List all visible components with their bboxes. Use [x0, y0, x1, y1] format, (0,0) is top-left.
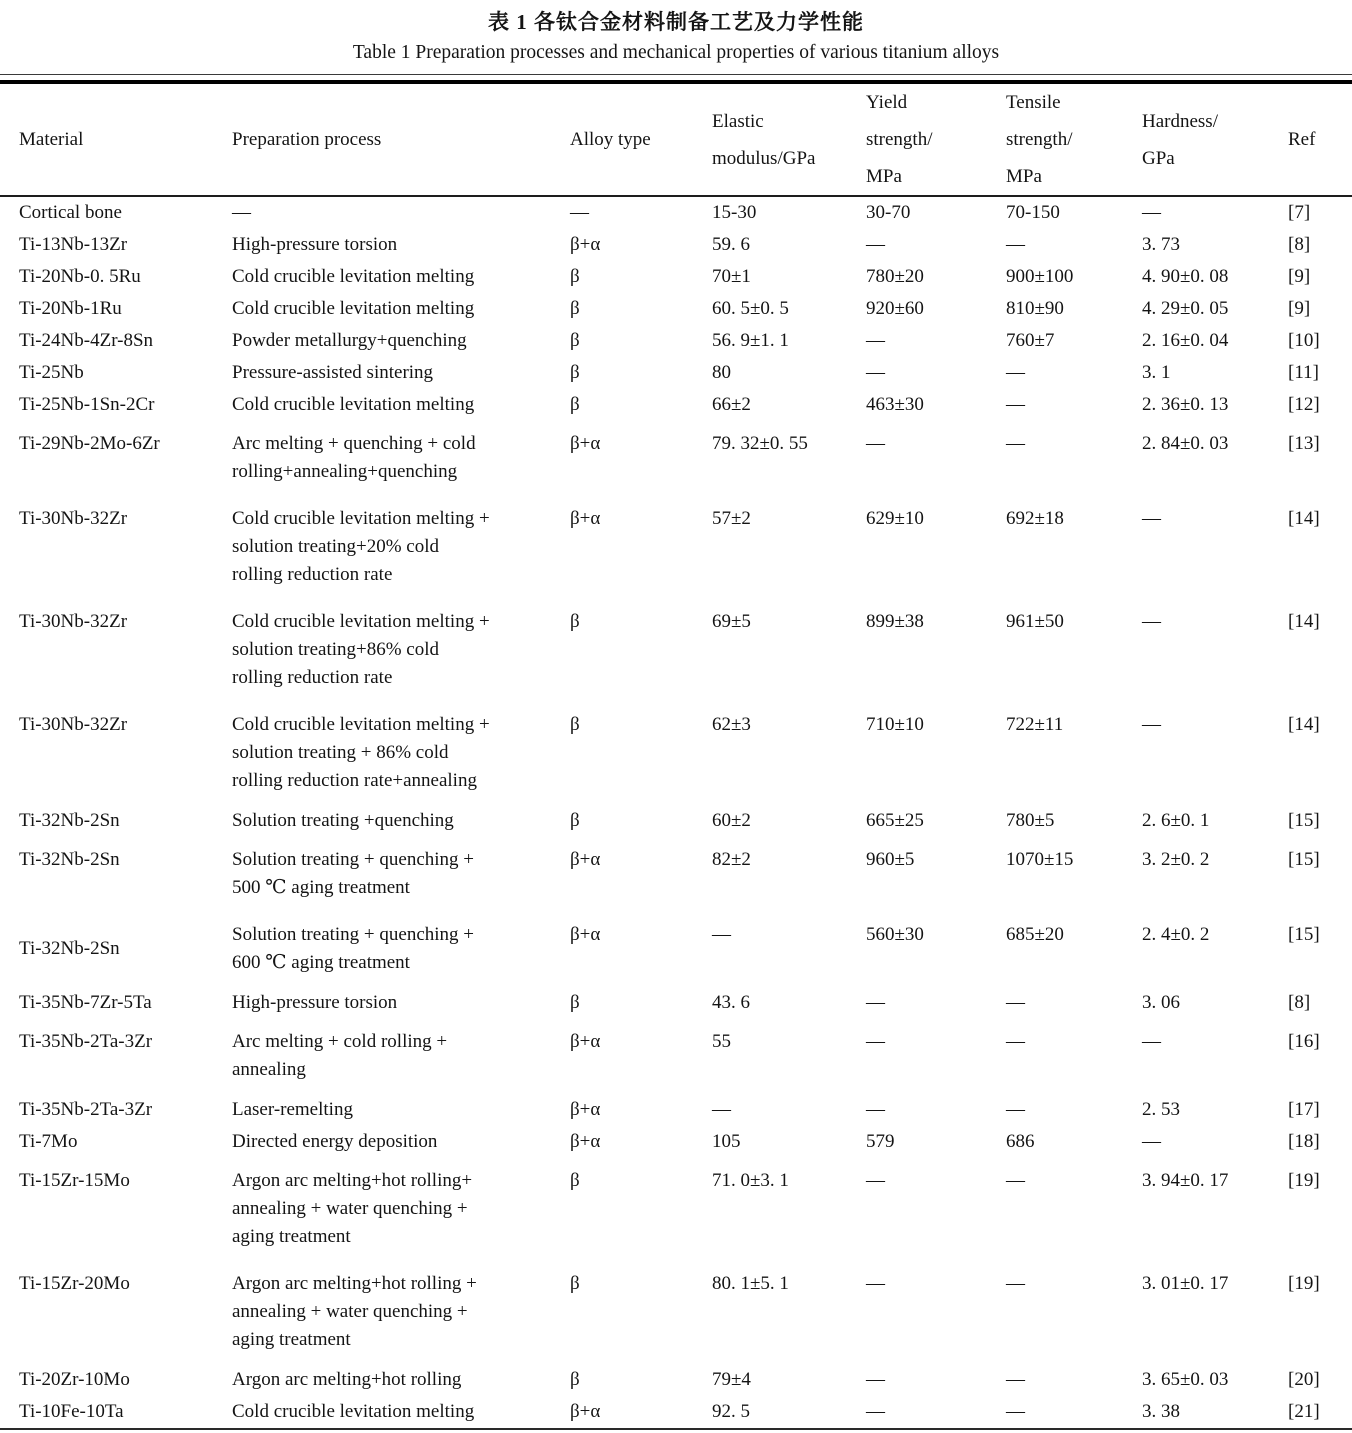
cell-hardness: —	[1142, 1131, 1161, 1152]
cell-ref: [12]	[1288, 394, 1320, 415]
cell-material: Ti-30Nb-32Zr	[19, 714, 128, 735]
cell-process	[232, 987, 570, 1019]
process-line: High-pressure torsion	[232, 234, 398, 255]
cell-material: Ti-25Nb-1Sn-2Cr	[19, 394, 155, 415]
process-line: rolling reduction rate	[232, 667, 393, 688]
cell-yield-strength: —	[866, 1170, 885, 1191]
cell-yield-strength: 560±30	[866, 924, 924, 945]
cell-material: Ti-10Fe-10Ta	[19, 1401, 124, 1422]
cell-alloy-type: β+α	[570, 849, 601, 870]
cell-process	[232, 1158, 570, 1261]
table-row	[0, 293, 1352, 325]
cell-process	[232, 1094, 570, 1126]
cell-alloy-type: β	[570, 266, 580, 287]
cell-material: Ti-24Nb-4Zr-8Sn	[19, 330, 154, 351]
cell-alloy-type: β+α	[570, 1131, 601, 1152]
header-line: Yield	[866, 92, 908, 113]
cell-tensile-strength: 685±20	[1006, 924, 1064, 945]
cell-material: Ti-20Nb-1Ru	[19, 298, 122, 319]
cell-elastic-modulus: 66±2	[712, 394, 751, 415]
cell-elastic-modulus: 71. 0±3. 1	[712, 1170, 789, 1191]
header-line: Tensile	[1006, 92, 1061, 113]
cell-ref: [15]	[1288, 849, 1320, 870]
cell-elastic-modulus: 60±2	[712, 810, 751, 831]
cell-process	[232, 599, 570, 702]
cell-yield-strength: —	[866, 330, 885, 351]
cell-alloy-type: β	[570, 330, 580, 351]
cell-alloy-type: β	[570, 611, 580, 632]
process-line: Argon arc melting+hot rolling +	[232, 1273, 477, 1294]
process-line: annealing	[232, 1059, 306, 1080]
process-line: 500 ℃ aging treatment	[232, 877, 410, 898]
cell-hardness: —	[1142, 508, 1161, 529]
cell-tensile-strength: 686	[1006, 1131, 1035, 1152]
cell-yield-strength: —	[866, 362, 885, 383]
cell-elastic-modulus: 57±2	[712, 508, 751, 529]
cell-material: Ti-35Nb-2Ta-3Zr	[19, 1099, 153, 1120]
cell-hardness: 3. 94±0. 17	[1142, 1170, 1229, 1191]
cell-material: Ti-35Nb-2Ta-3Zr	[19, 1031, 153, 1052]
table-caption-zh: 表 1 各钛合金材料制备工艺及力学性能	[488, 10, 864, 34]
cell-ref: [13]	[1288, 433, 1320, 454]
cell-material: Ti-30Nb-32Zr	[19, 508, 128, 529]
cell-elastic-modulus: 15-30	[712, 202, 757, 223]
table-row	[0, 389, 1352, 421]
cell-tensile-strength: —	[1006, 1273, 1025, 1294]
cell-elastic-modulus: 56. 9±1. 1	[712, 330, 789, 351]
cell-hardness: 3. 1	[1142, 362, 1171, 383]
cell-tensile-strength: 70-150	[1006, 202, 1060, 223]
cell-process	[232, 1019, 570, 1094]
cell-material: Cortical bone	[19, 202, 122, 223]
table-row	[0, 1396, 1352, 1428]
cell-material: Ti-25Nb	[19, 362, 84, 383]
cell-hardness: 3. 38	[1142, 1401, 1180, 1422]
cell-elastic-modulus: 80. 1±5. 1	[712, 1273, 789, 1294]
cell-ref: [15]	[1288, 924, 1320, 945]
cell-alloy-type: β	[570, 810, 580, 831]
table-row	[0, 1126, 1352, 1158]
cell-hardness: 4. 90±0. 08	[1142, 266, 1229, 287]
cell-yield-strength: 30-70	[866, 202, 911, 223]
process-line: Pressure-assisted sintering	[232, 362, 434, 383]
cell-yield-strength: —	[866, 1369, 885, 1390]
table-row	[0, 421, 1352, 496]
cell-ref: [14]	[1288, 611, 1320, 632]
cell-elastic-modulus: 79±4	[712, 1369, 751, 1390]
cell-yield-strength: —	[866, 1099, 885, 1120]
cell-tensile-strength: —	[1006, 394, 1025, 415]
cell-ref: [9]	[1288, 298, 1311, 319]
cell-yield-strength: —	[866, 992, 885, 1013]
process-line: Cold crucible levitation melting	[232, 266, 475, 287]
cell-elastic-modulus: —	[712, 924, 731, 945]
process-line: Cold crucible levitation melting	[232, 394, 475, 415]
cell-yield-strength: —	[866, 1031, 885, 1052]
process-line: Solution treating +quenching	[232, 810, 454, 831]
cell-material: Ti-35Nb-7Zr-5Ta	[19, 992, 152, 1013]
header-cell-tensile-strength	[1006, 84, 1142, 196]
process-line: solution treating+20% cold	[232, 536, 440, 557]
cell-tensile-strength: 1070±15	[1006, 849, 1074, 870]
process-line: solution treating+86% cold	[232, 639, 440, 660]
process-line: Cold crucible levitation melting +	[232, 714, 490, 735]
header-line: MPa	[866, 166, 902, 187]
table-row	[0, 1158, 1352, 1261]
cell-material: Ti-29Nb-2Mo-6Zr	[19, 433, 160, 454]
process-line: Laser-remelting	[232, 1099, 353, 1120]
table-row	[0, 987, 1352, 1019]
cell-hardness: —	[1142, 714, 1161, 735]
cell-hardness: 2. 53	[1142, 1099, 1180, 1120]
process-line: aging treatment	[232, 1226, 351, 1247]
process-line: Arc melting + cold rolling +	[232, 1031, 448, 1052]
table-header	[0, 84, 1352, 196]
process-line: Cold crucible levitation melting	[232, 1401, 475, 1422]
cell-alloy-type: β+α	[570, 508, 601, 529]
cell-alloy-type: β	[570, 714, 580, 735]
process-line: Solution treating + quenching +	[232, 849, 475, 870]
process-line: solution treating + 86% cold	[232, 742, 449, 763]
cell-tensile-strength: —	[1006, 1031, 1025, 1052]
cell-alloy-type: β	[570, 362, 580, 383]
process-line: Cold crucible levitation melting +	[232, 508, 490, 529]
cell-process	[232, 1396, 570, 1428]
cell-hardness: 3. 2±0. 2	[1142, 849, 1210, 870]
cell-yield-strength: 629±10	[866, 508, 924, 529]
cell-hardness: —	[1142, 202, 1161, 223]
header-cell-yield-strength	[866, 84, 1006, 196]
cell-elastic-modulus: 69±5	[712, 611, 751, 632]
cell-ref: [18]	[1288, 1131, 1320, 1152]
cell-yield-strength: 920±60	[866, 298, 924, 319]
cell-hardness: 3. 73	[1142, 234, 1180, 255]
process-line: High-pressure torsion	[232, 992, 398, 1013]
cell-alloy-type: β	[570, 992, 580, 1013]
cell-process	[232, 421, 570, 496]
cell-yield-strength: 960±5	[866, 849, 915, 870]
cell-tensile-strength: —	[1006, 1369, 1025, 1390]
cell-tensile-strength: —	[1006, 433, 1025, 454]
cell-tensile-strength: —	[1006, 1170, 1025, 1191]
cell-material: Ti-30Nb-32Zr	[19, 611, 128, 632]
cell-tensile-strength: 810±90	[1006, 298, 1064, 319]
table-row	[0, 1261, 1352, 1364]
alloys-table	[0, 84, 1352, 1428]
cell-yield-strength: 665±25	[866, 810, 924, 831]
cell-hardness: 3. 06	[1142, 992, 1180, 1013]
cell-elastic-modulus: 43. 6	[712, 992, 750, 1013]
table-row	[0, 805, 1352, 837]
table-row	[0, 196, 1352, 229]
cell-process	[232, 357, 570, 389]
cell-material: Ti-32Nb-2Sn	[19, 938, 120, 959]
cell-process	[232, 702, 570, 805]
cell-ref: [9]	[1288, 266, 1311, 287]
cell-elastic-modulus: 62±3	[712, 714, 751, 735]
process-line: Powder metallurgy+quenching	[232, 330, 467, 351]
cell-hardness: 4. 29±0. 05	[1142, 298, 1229, 319]
header-cell-ref	[1288, 84, 1352, 196]
cell-hardness: 3. 01±0. 17	[1142, 1273, 1229, 1294]
cell-process	[232, 325, 570, 357]
cell-ref: [19]	[1288, 1170, 1320, 1191]
cell-alloy-type: β	[570, 298, 580, 319]
table-row	[0, 1019, 1352, 1094]
header-line: GPa	[1142, 147, 1175, 169]
cell-tensile-strength: 692±18	[1006, 508, 1064, 529]
process-line: Arc melting + quenching + cold	[232, 433, 476, 454]
cell-process	[232, 261, 570, 293]
process-line: annealing + water quenching +	[232, 1301, 468, 1322]
cell-alloy-type: β+α	[570, 234, 601, 255]
cell-yield-strength: 710±10	[866, 714, 924, 735]
cell-yield-strength: —	[866, 433, 885, 454]
header-line: Alloy type	[570, 129, 651, 150]
header-line: strength/	[1006, 129, 1073, 150]
cell-alloy-type: β+α	[570, 433, 601, 454]
cell-elastic-modulus: 59. 6	[712, 234, 750, 255]
header-line: Preparation process	[232, 129, 382, 150]
header-line: modulus/GPa	[712, 147, 816, 169]
cell-hardness: 3. 65±0. 03	[1142, 1369, 1229, 1390]
cell-material: Ti-15Zr-15Mo	[19, 1170, 130, 1191]
cell-elastic-modulus: 105	[712, 1131, 741, 1152]
cell-yield-strength: —	[866, 1273, 885, 1294]
header-cell-hardness	[1142, 84, 1288, 196]
cell-process	[232, 1364, 570, 1396]
cell-material: Ti-32Nb-2Sn	[19, 849, 120, 870]
cell-yield-strength: —	[866, 234, 885, 255]
table-row	[0, 325, 1352, 357]
table-row	[0, 702, 1352, 805]
table-row	[0, 229, 1352, 261]
cell-elastic-modulus: 79. 32±0. 55	[712, 433, 808, 454]
cell-process	[232, 837, 570, 912]
header-cell-elastic-modulus	[712, 84, 866, 196]
table-row	[0, 357, 1352, 389]
cell-yield-strength: 579	[866, 1131, 895, 1152]
table-row	[0, 912, 1352, 987]
process-line: annealing + water quenching +	[232, 1198, 468, 1219]
cell-ref: [8]	[1288, 234, 1311, 255]
header-cell-material	[0, 84, 232, 196]
cell-alloy-type: β+α	[570, 1401, 601, 1422]
table-row	[0, 496, 1352, 599]
cell-alloy-type: β	[570, 1170, 580, 1191]
cell-alloy-type: β+α	[570, 1031, 601, 1052]
cell-process	[232, 1126, 570, 1158]
cell-hardness: —	[1142, 611, 1161, 632]
cell-process	[232, 293, 570, 325]
cell-alloy-type: β	[570, 394, 580, 415]
table-row	[0, 1364, 1352, 1396]
cell-alloy-type: β+α	[570, 924, 601, 945]
cell-ref: [10]	[1288, 330, 1320, 351]
table-caption-en: Table 1 Preparation processes and mechanical properties of various titanium alloys	[352, 42, 1000, 63]
table-row	[0, 1094, 1352, 1126]
cell-tensile-strength: 722±11	[1006, 714, 1064, 735]
header-line: Material	[19, 129, 84, 150]
cell-ref: [14]	[1288, 508, 1320, 529]
cell-ref: [21]	[1288, 1401, 1320, 1422]
cell-ref: [8]	[1288, 992, 1311, 1013]
cell-elastic-modulus: 92. 5	[712, 1401, 750, 1422]
process-line: aging treatment	[232, 1329, 351, 1350]
cell-elastic-modulus: 60. 5±0. 5	[712, 298, 789, 319]
header-line: Hardness/	[1142, 110, 1218, 132]
cell-hardness: 2. 16±0. 04	[1142, 330, 1229, 351]
cell-elastic-modulus: 70±1	[712, 266, 751, 287]
process-line: Argon arc melting+hot rolling	[232, 1369, 462, 1390]
cell-material: Ti-20Nb-0. 5Ru	[19, 266, 141, 287]
header-line: MPa	[1006, 166, 1042, 187]
cell-process	[232, 229, 570, 261]
cell-material: Ti-20Zr-10Mo	[19, 1369, 130, 1390]
header-cell-preparation-process	[232, 84, 570, 196]
cell-yield-strength: 780±20	[866, 266, 924, 287]
header-line: Elastic	[712, 110, 764, 132]
cell-tensile-strength: —	[1006, 1099, 1025, 1120]
cell-tensile-strength: —	[1006, 1401, 1025, 1422]
process-line: rolling reduction rate+annealing	[232, 770, 477, 791]
cell-yield-strength: —	[866, 1401, 885, 1422]
process-line: —	[232, 202, 251, 223]
cell-hardness: 2. 36±0. 13	[1142, 394, 1229, 415]
cell-material: Ti-32Nb-2Sn	[19, 810, 120, 831]
cell-ref: [19]	[1288, 1273, 1320, 1294]
cell-yield-strength: 899±38	[866, 611, 924, 632]
cell-ref: [16]	[1288, 1031, 1320, 1052]
cell-tensile-strength: —	[1006, 992, 1025, 1013]
cell-material: Ti-13Nb-13Zr	[19, 234, 128, 255]
cell-hardness: 2. 84±0. 03	[1142, 433, 1229, 454]
process-line: Cold crucible levitation melting	[232, 298, 475, 319]
table-row	[0, 837, 1352, 912]
process-line: Argon arc melting+hot rolling+	[232, 1170, 473, 1191]
cell-tensile-strength: 900±100	[1006, 266, 1074, 287]
cell-alloy-type: β	[570, 1369, 580, 1390]
cell-process	[232, 912, 570, 987]
cell-hardness: 2. 4±0. 2	[1142, 924, 1210, 945]
cell-process	[232, 496, 570, 599]
cell-ref: [15]	[1288, 810, 1320, 831]
table-row	[0, 599, 1352, 702]
process-line: rolling reduction rate	[232, 564, 393, 585]
cell-tensile-strength: —	[1006, 362, 1025, 383]
header-cell-alloy-type	[570, 84, 712, 196]
cell-process	[232, 389, 570, 421]
cell-ref: [14]	[1288, 714, 1320, 735]
cell-ref: [17]	[1288, 1099, 1320, 1120]
header-line: Ref	[1288, 129, 1316, 150]
cell-elastic-modulus: 82±2	[712, 849, 751, 870]
process-line: rolling+annealing+quenching	[232, 461, 458, 482]
cell-alloy-type: β	[570, 1273, 580, 1294]
cell-elastic-modulus: 80	[712, 362, 731, 383]
process-line: 600 ℃ aging treatment	[232, 952, 410, 973]
cell-alloy-type: β+α	[570, 1099, 601, 1120]
cell-ref: [11]	[1288, 362, 1319, 383]
cell-tensile-strength: 961±50	[1006, 611, 1064, 632]
cell-alloy-type: —	[570, 202, 589, 223]
process-line: Cold crucible levitation melting +	[232, 611, 490, 632]
header-line: strength/	[866, 129, 933, 150]
cell-process	[232, 196, 570, 229]
header-row	[0, 84, 1352, 196]
process-line: Directed energy deposition	[232, 1131, 438, 1152]
table-body	[0, 196, 1352, 1428]
cell-ref: [20]	[1288, 1369, 1320, 1390]
cell-tensile-strength: —	[1006, 234, 1025, 255]
cell-tensile-strength: 760±7	[1006, 330, 1055, 351]
cell-hardness: —	[1142, 1031, 1161, 1052]
cell-ref: [7]	[1288, 202, 1311, 223]
cell-process	[232, 1261, 570, 1364]
cell-elastic-modulus: 55	[712, 1031, 731, 1052]
cell-process	[232, 805, 570, 837]
cell-material: Ti-7Mo	[19, 1131, 78, 1152]
process-line: Solution treating + quenching +	[232, 924, 475, 945]
cell-elastic-modulus: —	[712, 1099, 731, 1120]
table-row	[0, 261, 1352, 293]
cell-hardness: 2. 6±0. 1	[1142, 810, 1210, 831]
cell-yield-strength: 463±30	[866, 394, 924, 415]
cell-material: Ti-15Zr-20Mo	[19, 1273, 130, 1294]
cell-tensile-strength: 780±5	[1006, 810, 1055, 831]
